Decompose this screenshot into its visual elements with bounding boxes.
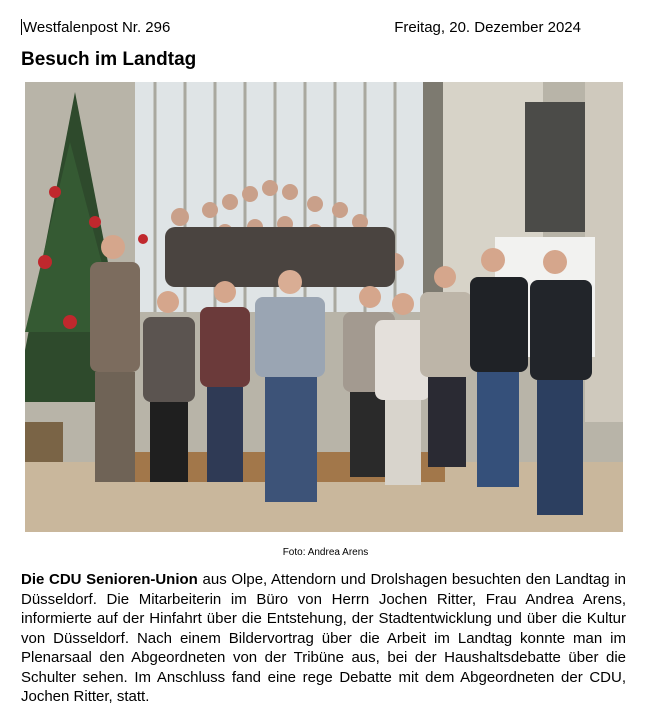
photo-caption: Foto: Andrea Arens	[282, 547, 369, 558]
headline: Besuch im Landtag	[21, 49, 197, 70]
group-photo	[25, 82, 623, 532]
issue-date: Freitag, 20. Dezember 2024	[394, 19, 581, 36]
text-cursor	[21, 19, 22, 35]
article-text: aus Olpe, Attendorn und Drolshagen besuchten den Landtag in Düsseldorf. Die Mitarbeiterin im Büro von Herrn Jochen Ritter, Frau Andrea Arens, informierte auf der Hinfahrt über die Entstehung, der Stadtentwicklung und über die Kultur von Düsseldorf. Nach einem Bildervortrag über die Arbeit im Landtag konnte man im Plenarsaal den Abgeordneten von der Tribüne aus, bei der Haushaltsdebatte über die Schulter sehen. Im Anschluss fand eine rege Debatte mit dem Abgeordneten der CDU, Jochen Ritter, statt.	[21, 571, 626, 705]
article-lead: Die CDU Senioren-Union	[21, 571, 198, 588]
article-body	[21, 570, 626, 707]
publication-name: Westfalenpost Nr. 296	[23, 19, 171, 36]
